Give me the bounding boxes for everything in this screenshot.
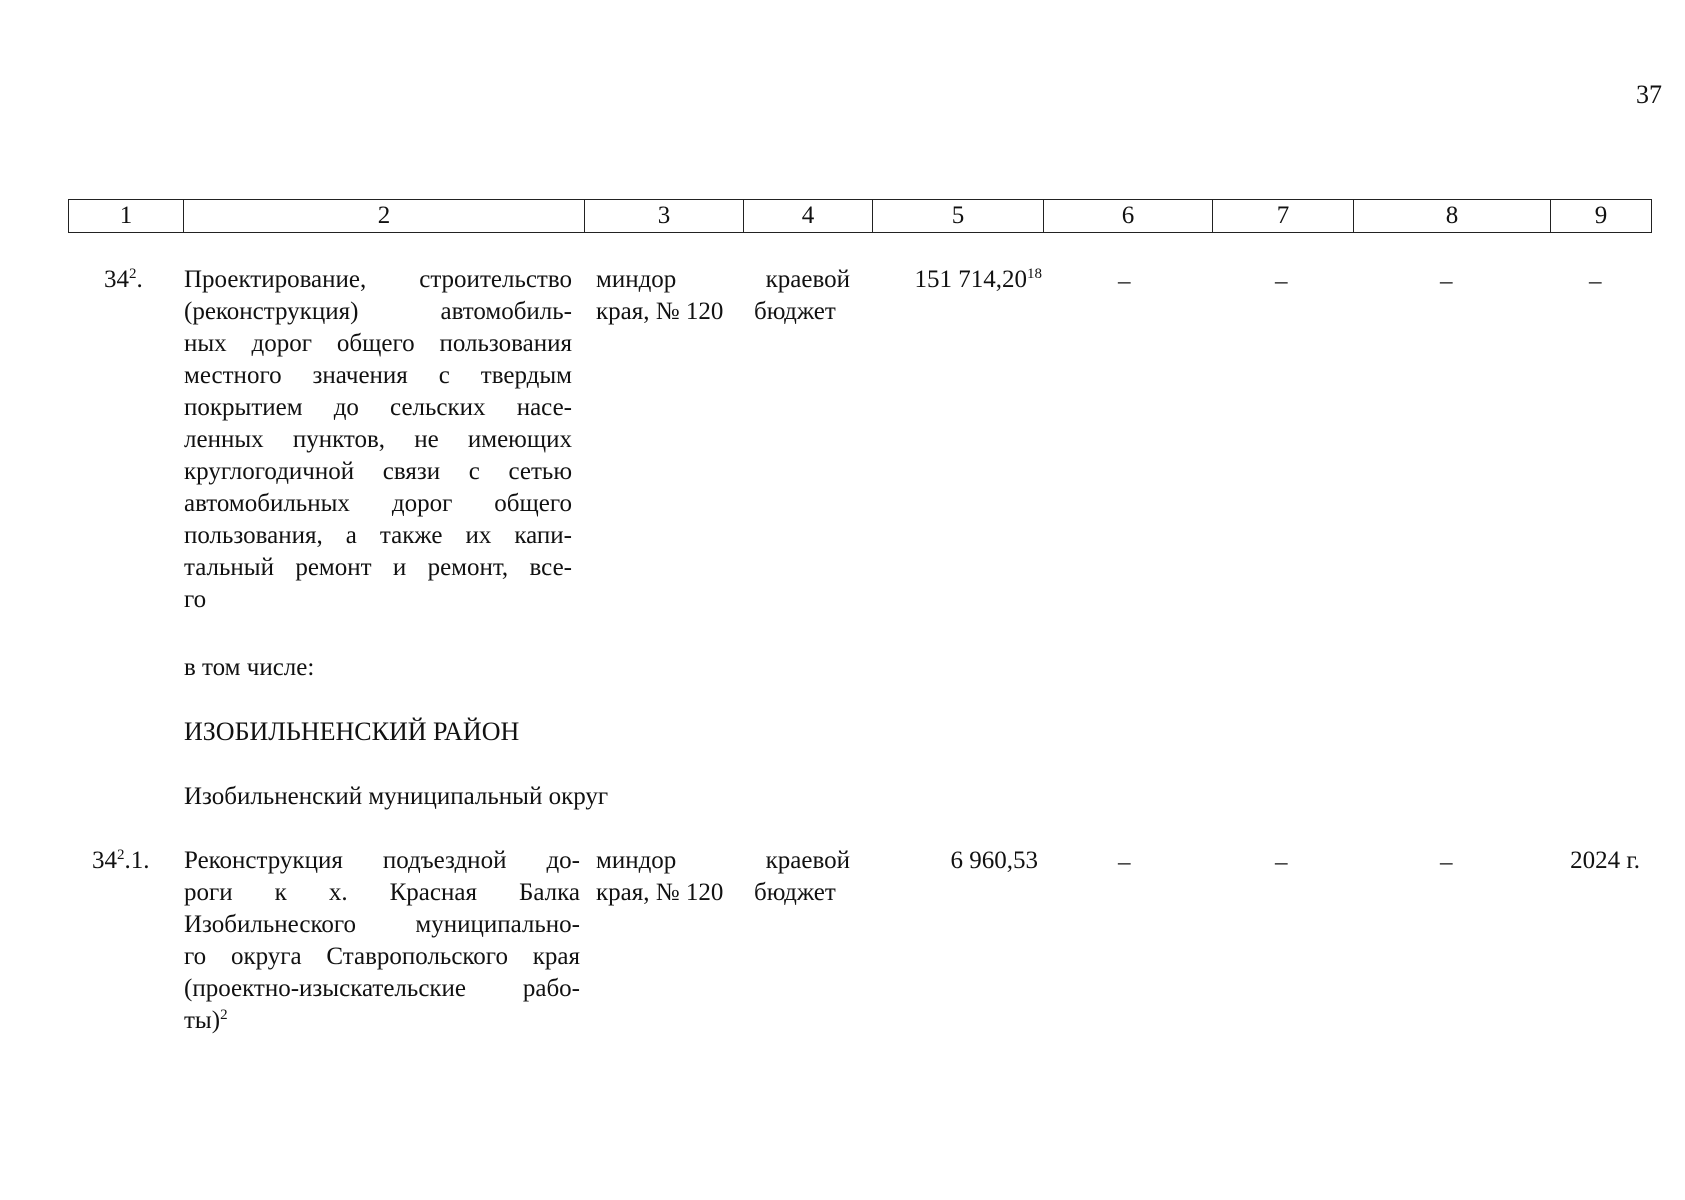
- district-title: ИЗОБИЛЬНЕНСКИЙ РАЙОН: [184, 717, 520, 746]
- row2-description: Реконструкция подъездной до- роги к х. Красная Балка Изобильнеского муниципально- го округа Ставропольского края (проектно-изыскательские рабо- ты)$^2$: [184, 847, 580, 1034]
- row2-funding-source: краевой бюджет: [754, 847, 850, 906]
- row2-col7: –: [1275, 849, 1288, 876]
- row2-executor: миндор края, № 120: [596, 847, 724, 906]
- column-header-7: 7: [1213, 200, 1354, 233]
- page-number: 37: [1636, 80, 1662, 109]
- row1-description: Проектирование, строительство (реконструкция) автомобиль- ных дорог общего пользования местного значения с твердым покрытием до сельских насе- ленных пунктов, не имеющих круглогодичной связи с сетью автомобильных дорог общего пользования, а также их капи- тальный ремонт и ремонт, все- го: [184, 266, 572, 613]
- column-header-3: 3: [585, 200, 744, 233]
- row1-number: $34^2$.: [104, 266, 143, 293]
- column-header-6: 6: [1044, 200, 1213, 233]
- column-header-4: 4: [744, 200, 873, 233]
- row1-amount: 151 714,20$^{18}$: [914, 266, 1042, 293]
- row1-col6: –: [1118, 268, 1131, 295]
- row1-col8: –: [1440, 268, 1453, 295]
- municipal-title: Изобильненский муниципальный округ: [184, 783, 609, 810]
- column-header-2: 2: [184, 200, 585, 233]
- column-header-8: 8: [1354, 200, 1551, 233]
- row1-col7: –: [1275, 268, 1288, 295]
- row1-col9: –: [1589, 268, 1602, 295]
- row1-funding-source: краевой бюджет: [754, 266, 850, 325]
- row2-col6: –: [1118, 849, 1131, 876]
- row2-amount: 6 960,53: [950, 847, 1038, 874]
- column-header-9: 9: [1551, 200, 1652, 233]
- row2-number: $34^2.1$.: [92, 847, 150, 874]
- including-label: в том числе:: [184, 654, 315, 681]
- column-header-1: 1: [69, 200, 184, 233]
- row2-year: 2024 г.: [1570, 847, 1640, 874]
- column-header-5: 5: [873, 200, 1044, 233]
- row2-col8: –: [1440, 849, 1453, 876]
- row1-executor: миндор края, № 120: [596, 266, 724, 325]
- column-header-table: [68, 199, 1652, 233]
